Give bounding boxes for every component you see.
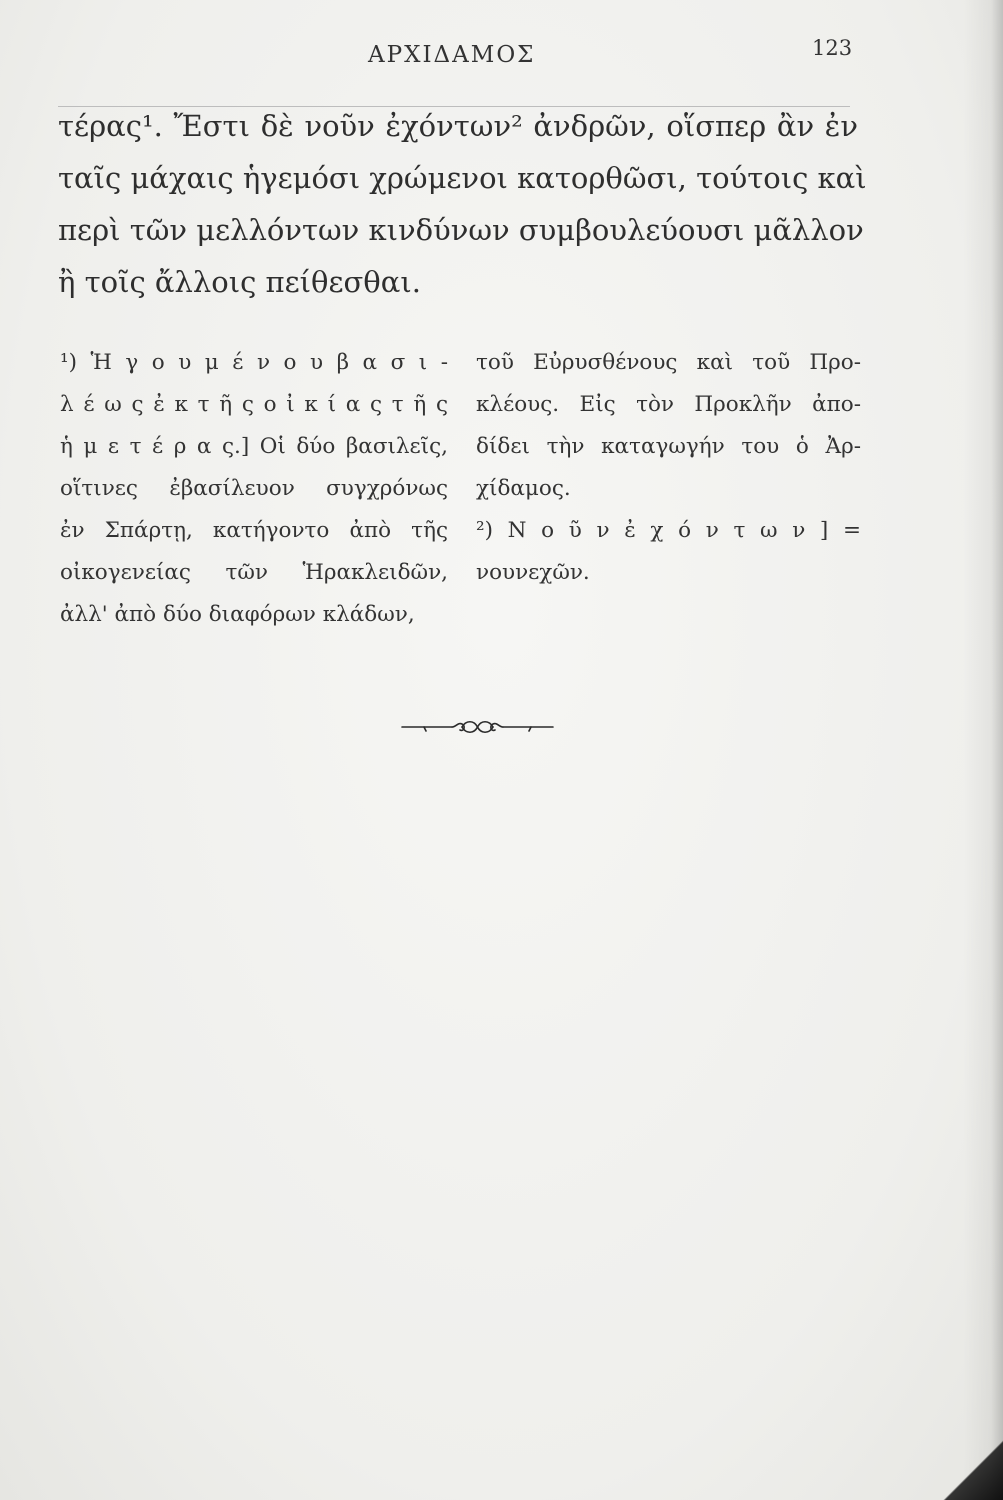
footnote-line: κλέους. Εἰς τὸν Προκλῆν ἀπο- xyxy=(476,392,861,417)
footnote-line: ἡ μ ε τ έ ρ α ς.] Οἱ δύο βασιλεῖς, xyxy=(60,434,448,459)
main-text-line: περὶ τῶν μελλόντων κινδύνων συμβουλεύουσι μᾶλλον xyxy=(58,213,864,247)
footnote-line: δίδει τὴν καταγωγήν του ὁ Ἀρ- xyxy=(476,434,861,459)
page-corner xyxy=(943,1440,1003,1500)
footnotes xyxy=(58,342,861,642)
footnote-line: ¹) Ἡ γ ο υ μ έ ν ο υ β α σ ι - xyxy=(60,350,448,375)
main-paragraph xyxy=(58,100,867,308)
running-head-title: ΑΡΧΙΔΑΜΟΣ xyxy=(368,42,536,68)
footnote-column-left xyxy=(60,342,448,636)
footnote-column-right xyxy=(476,342,861,594)
footnote-line: νουνεχῶν. xyxy=(476,560,590,585)
page-edge-shadow xyxy=(963,0,1003,1500)
footnote-line: ἐν Σπάρτῃ, κατήγοντο ἀπὸ τῆς xyxy=(60,518,448,543)
footnote-line: ²) Ν ο ῦ ν ἐ χ ό ν τ ω ν ] = xyxy=(476,518,861,543)
footnote-line: οἵτινες ἐβασίλευον συγχρόνως xyxy=(60,476,448,501)
footnote-line: χίδαμος. xyxy=(476,476,571,501)
main-text-line: ἢ τοῖς ἄλλοις πείθεσθαι. xyxy=(58,265,421,299)
footnote-line: ἀλλ' ἀπὸ δύο διαφόρων κλάδων, xyxy=(60,602,415,627)
tailpiece-ornament-icon xyxy=(400,712,555,742)
footnote-line: λ έ ω ς ἐ κ τ ῆ ς ο ἰ κ ί α ς τ ῆ ς xyxy=(60,392,448,417)
page-number: 123 xyxy=(812,36,853,60)
main-text-line: τέρας¹. Ἔστι δὲ νοῦν ἐχόντων² ἀνδρῶν, οἵσπερ ἂν ἐν xyxy=(58,109,858,143)
footnote-line: τοῦ Εὐρυσθένους καὶ τοῦ Προ- xyxy=(476,350,861,375)
footnote-line: οἰκογενείας τῶν Ἡρακλειδῶν, xyxy=(60,560,448,585)
running-head xyxy=(0,36,1003,76)
main-text-line: ταῖς μάχαις ἡγεμόσι χρώμενοι κατορθῶσι, τούτοις καὶ xyxy=(58,161,867,195)
